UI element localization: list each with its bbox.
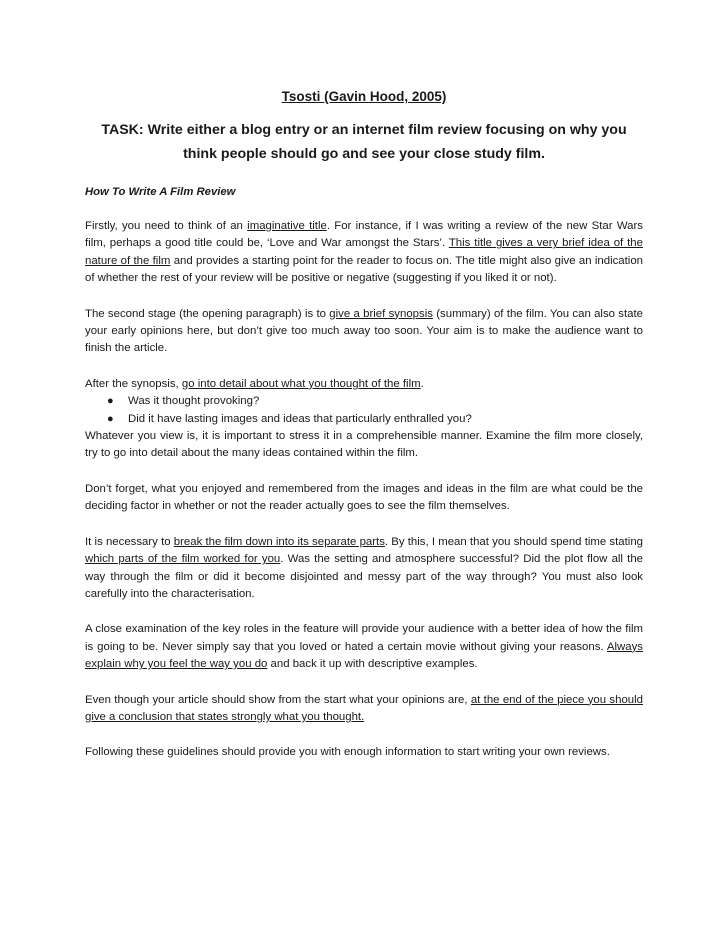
text-run: .: [420, 377, 424, 390]
bullet-icon: ●: [107, 395, 114, 408]
question-list: [85, 393, 643, 428]
paragraph-closing: Following these guidelines should provide you with enough information to start writing your own reviews.: [85, 746, 610, 759]
underlined-phrase: break the film down into its separate parts: [173, 535, 385, 548]
text-run: . Was the setting and atmosphere successful? Did the plot flow all the way through the film or did it become disjointed and messy part of the way through? You must also look carefully into the characterisation.: [85, 553, 644, 600]
underlined-phrase: at the end of the piece you should give a conclusion that states strongly what you thought.: [85, 693, 643, 723]
paragraph-dont-forget: Don’t forget, what you enjoyed and remembered from the images and ideas in the film are what could be the deciding factor in whether or not the reader actually goes to see the film themselves.: [85, 482, 643, 513]
underlined-phrase: This title gives a very brief idea of the nature of the film: [85, 237, 643, 267]
underlined-phrase: Always explain why you feel the way you do: [85, 640, 643, 671]
text-run: . For instance, if I was writing a review of the new Star Wars film, perhaps a good title could be, ‘Love and War amongst the Stars’.: [85, 220, 643, 250]
paragraph-key-roles: [85, 621, 643, 673]
text-run: The second stage (the opening paragraph) is to: [85, 307, 330, 320]
document-title: Tsosti (Gavin Hood, 2005): [281, 89, 447, 104]
list-item: [85, 393, 643, 410]
text-run: and provides a starting point for the reader to focus on. The title might also give an indication of whether the rest of your review will be positive or negative (suggesting if you liked it or not).: [85, 254, 643, 285]
underlined-phrase: which parts of the film worked for you: [85, 553, 281, 566]
list-item: [85, 411, 643, 428]
paragraph-synopsis-advice: [85, 306, 643, 358]
paragraph-stress-view: Whatever you view is, it is important to stress it in a comprehensible manner. Examine the film more closely, try to go into detail about the many ideas contained within the film.: [85, 430, 643, 460]
paragraph-separate-parts: [85, 534, 643, 604]
paragraph-conclusion: [85, 692, 643, 727]
task-heading: TASK: Write either a blog entry or an internet film review focusing on why you think people should go and see your close study film.: [101, 122, 627, 162]
text-run: After the synopsis,: [85, 377, 182, 390]
underlined-phrase: give a brief synopsis: [329, 307, 433, 320]
text-run: It is necessary to: [85, 535, 174, 548]
text-run: and back it up with descriptive examples.: [267, 658, 478, 671]
underlined-phrase: imaginative title: [247, 220, 327, 232]
section-subheading: How To Write A Film Review: [85, 186, 236, 198]
underlined-phrase: go into detail about what you thought of the film: [181, 377, 421, 390]
paragraph-title-advice: [85, 218, 643, 288]
text-run: Even though your article should show from the start what your opinions are,: [85, 693, 471, 706]
text-run: (summary) of the film. You can also state your early opinions here, but don’t give too much away too soon. Your aim is to make the audience want to finish the article.: [85, 307, 643, 355]
text-run: A close examination of the key roles in the feature will provide your audience with a better idea of how the film is going to be. Never simply say that you loved or hated a certain movie without giving your reasons.: [85, 623, 643, 653]
text-run: . By this, I mean that you should spend time stating: [384, 535, 643, 548]
list-item-text: Did it have lasting images and ideas that particularly enthralled you?: [128, 412, 472, 425]
bullet-icon: ●: [107, 412, 114, 425]
text-run: Firstly, you need to think of an: [85, 220, 248, 232]
list-item-text: Was it thought provoking?: [128, 395, 260, 408]
paragraph-detail-advice: [85, 376, 643, 393]
document-page: [85, 88, 643, 762]
